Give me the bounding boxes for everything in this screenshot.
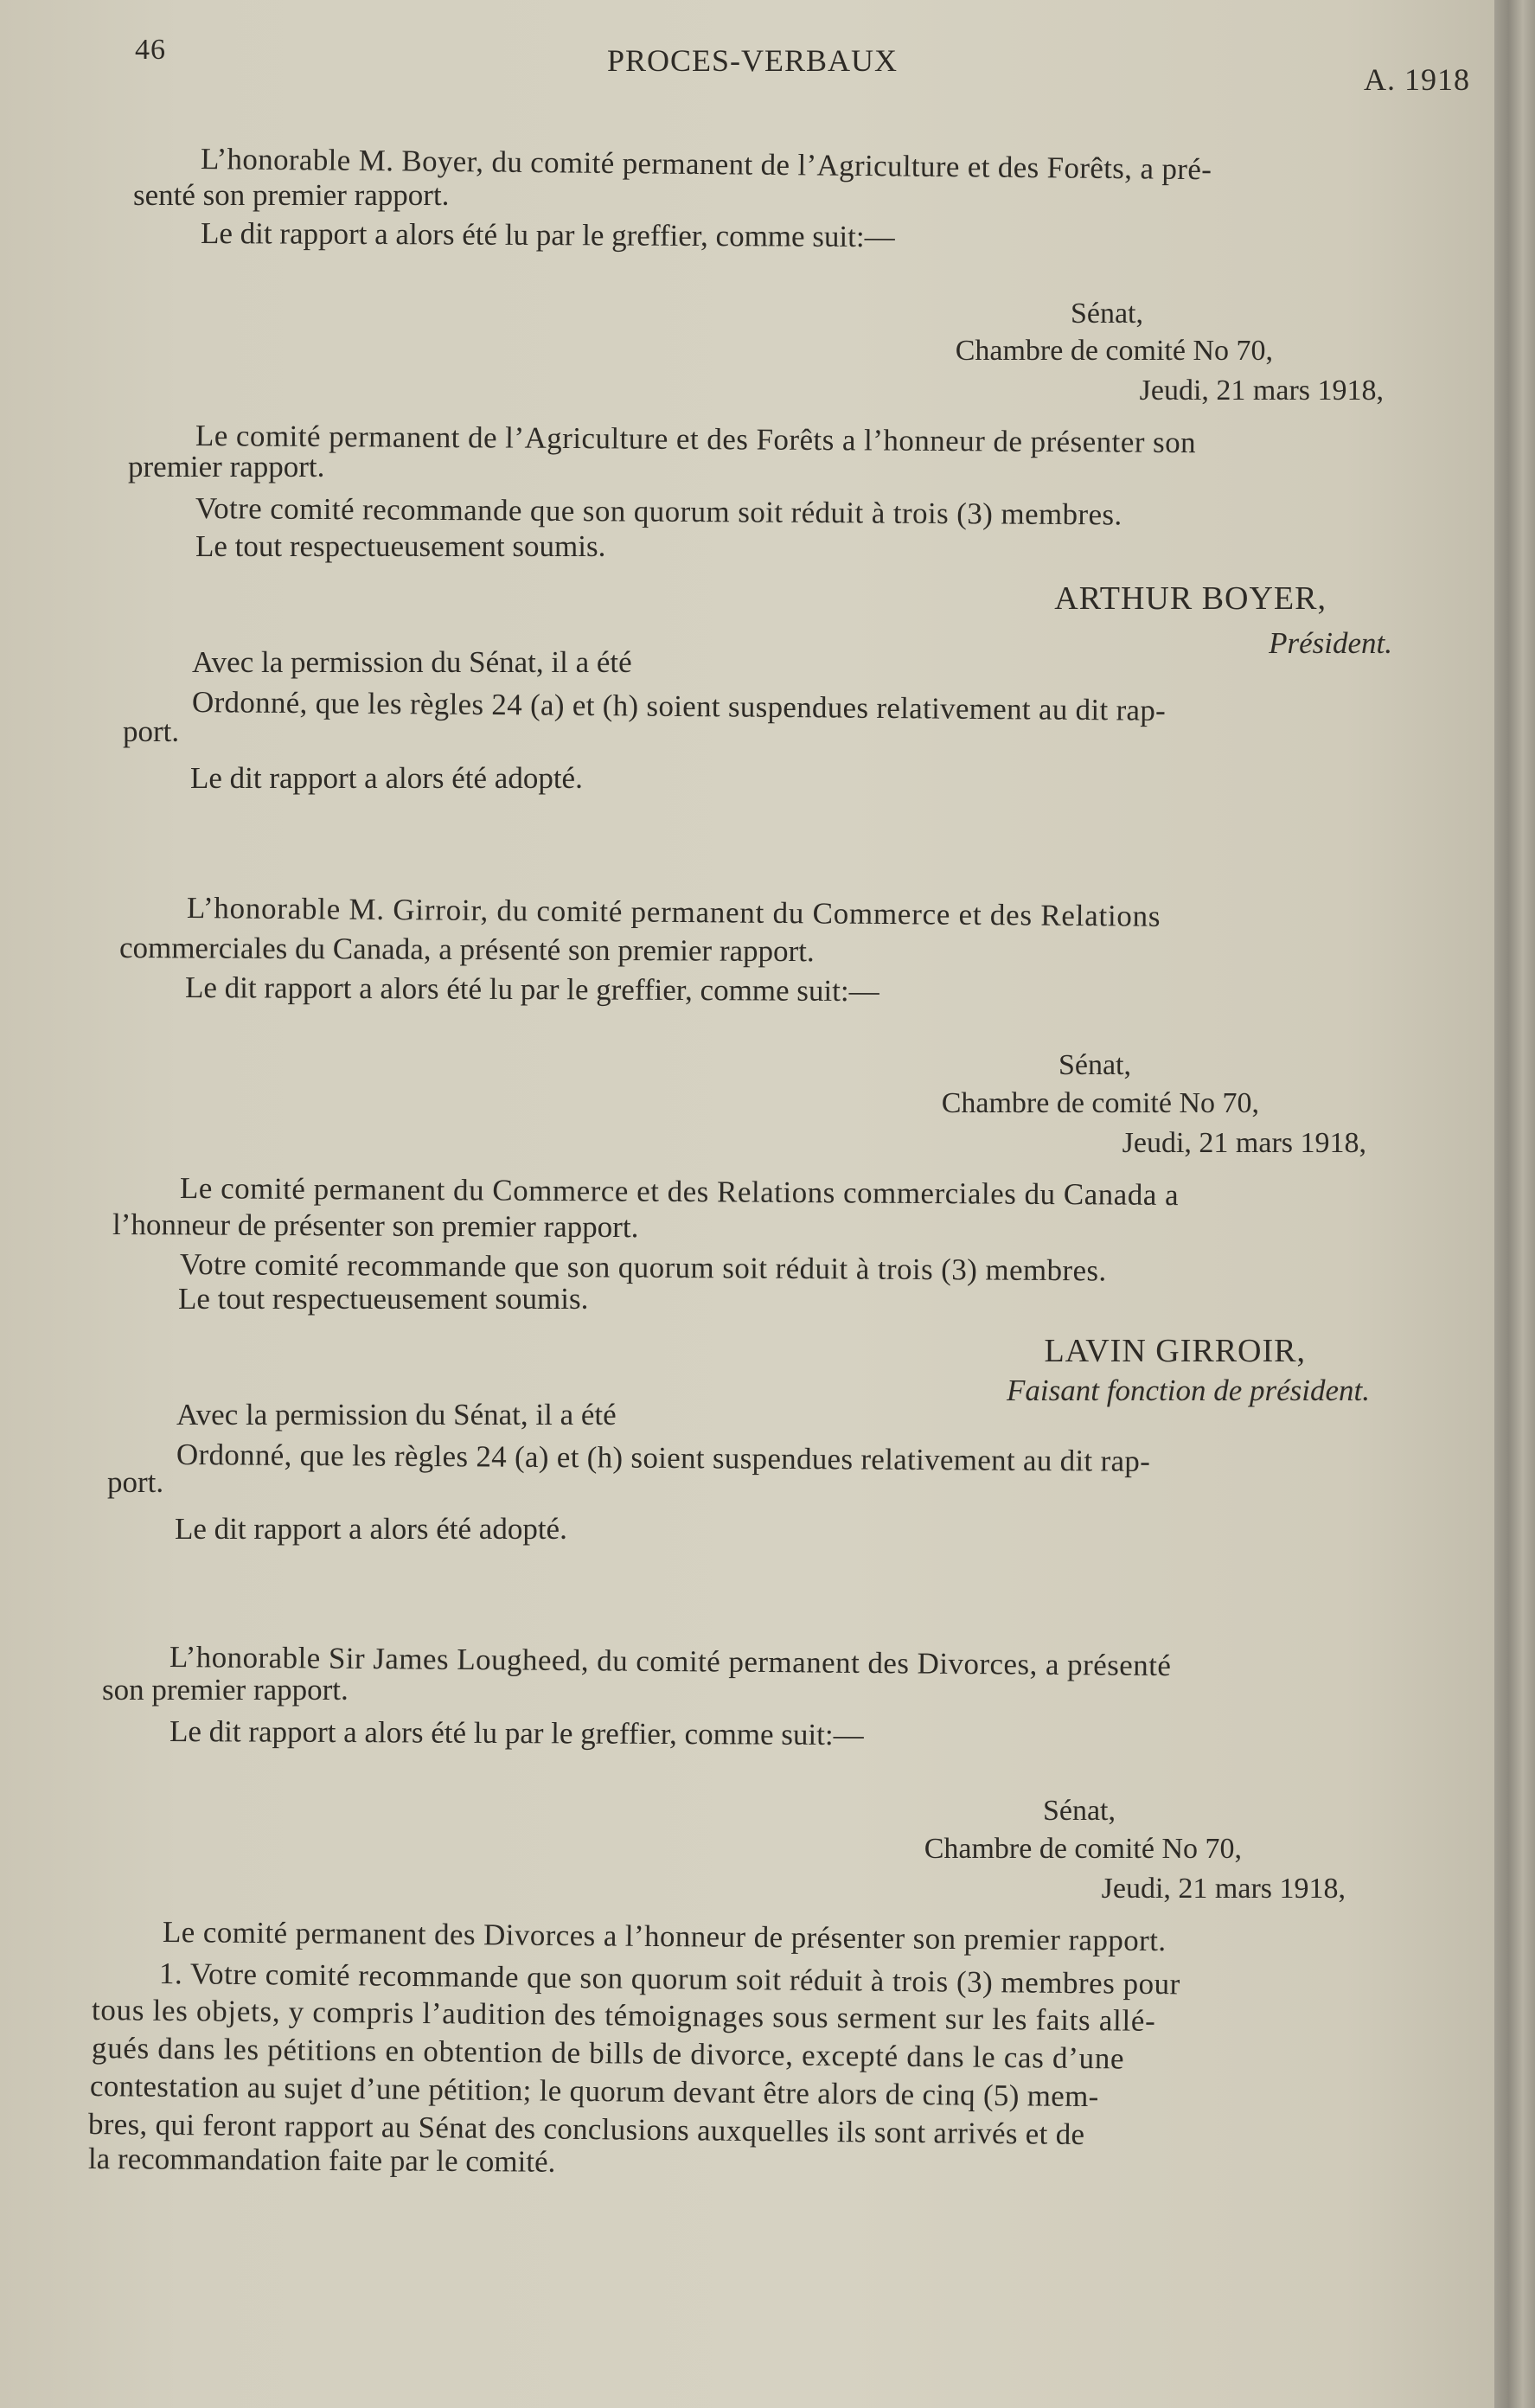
s1-intro-line-2: senté son premier rapport. bbox=[133, 178, 450, 212]
s3-report-line-5: contestation au sujet d’une pétition; le quorum devant être alors de cinq (5) mem- bbox=[89, 2069, 1099, 2114]
s3-report-line-6: bres, qui feront rapport au Sénat des conclusions auxquelles ils sont arrivés et de bbox=[87, 2107, 1085, 2152]
s3-location-room: Chambre de comité No 70, bbox=[924, 1833, 1242, 1865]
s1-report-line-2: premier rapport. bbox=[128, 450, 325, 484]
s2-read-line: Le dit rapport a alors été lu par le greffier, comme suit:— bbox=[184, 970, 879, 1009]
s1-report-line-3: Votre comité recommande que son quorum soit réduit à trois (3) membres. bbox=[195, 491, 1122, 532]
s2-report-line-3: Votre comité recommande que son quorum soit réduit à trois (3) membres. bbox=[179, 1247, 1107, 1288]
s3-report-line-3: tous les objets, y compris l’audition des témoignages sous serment sur les faits allé- bbox=[91, 1993, 1156, 2038]
s3-report-line-2: 1. Votre comité recommande que son quorum soit réduit à trois (3) membres pour bbox=[158, 1956, 1180, 2001]
s3-location-date: Jeudi, 21 mars 1918, bbox=[1101, 1873, 1346, 1905]
s1-location-room: Chambre de comité No 70, bbox=[955, 335, 1273, 367]
session-year: A. 1918 bbox=[1364, 62, 1470, 97]
s2-location-date: Jeudi, 21 mars 1918, bbox=[1122, 1127, 1366, 1159]
s2-signatory-title: Faisant fonction de président. bbox=[1007, 1374, 1370, 1407]
s2-location-room: Chambre de comité No 70, bbox=[941, 1087, 1259, 1119]
s2-adopted: Le dit rapport a alors été adopté. bbox=[175, 1512, 567, 1546]
s1-report-line-4: Le tout respectueusement soumis. bbox=[195, 529, 606, 563]
s2-signatory: LAVIN GIRROIR, bbox=[1044, 1333, 1306, 1369]
s2-intro-line-2: commerciales du Canada, a présenté son premier rapport. bbox=[118, 931, 815, 969]
page-binding-edge bbox=[1494, 0, 1535, 2408]
s2-ordered-line-1: Ordonné, que les règles 24 (a) et (h) soient suspendues relativement au dit rap- bbox=[176, 1438, 1151, 1478]
s1-ordered-line-2: port. bbox=[123, 714, 180, 748]
s1-permission: Avec la permission du Sénat, il a été bbox=[192, 645, 632, 679]
s1-signatory-title: Président. bbox=[1269, 626, 1392, 660]
s1-adopted: Le dit rapport a alors été adopté. bbox=[190, 761, 583, 795]
s2-location-senate: Sénat, bbox=[1058, 1049, 1131, 1081]
s1-location-date: Jeudi, 21 mars 1918, bbox=[1139, 375, 1384, 407]
s2-report-line-2: l’honneur de présenter son premier rapport. bbox=[112, 1207, 639, 1245]
s1-read-line: Le dit rapport a alors été lu par le greffier, comme suit:— bbox=[200, 216, 895, 254]
s1-signatory: ARTHUR BOYER, bbox=[1054, 580, 1327, 617]
s3-location-senate: Sénat, bbox=[1042, 1795, 1116, 1827]
running-title: PROCES-VERBAUX bbox=[606, 43, 899, 78]
s1-intro-line-1: L’honorable M. Boyer, du comité permanent de l’Agriculture et des Forêts, a pré- bbox=[200, 142, 1212, 187]
s3-report-line-1: Le comité permanent des Divorces a l’honneur de présenter son premier rapport. bbox=[162, 1915, 1167, 1958]
s3-report-line-7: la recommandation faite par le comité. bbox=[87, 2142, 556, 2179]
s3-report-line-4: gués dans les pétitions en obtention de bills de divorce, excepté dans le cas d’une bbox=[91, 2031, 1125, 2076]
s3-intro-line-2: son premier rapport. bbox=[102, 1673, 349, 1707]
s1-location-senate: Sénat, bbox=[1070, 298, 1143, 330]
page-number: 46 bbox=[135, 34, 166, 66]
s3-read-line: Le dit rapport a alors été lu par le greffier, comme suit:— bbox=[169, 1714, 864, 1752]
s2-intro-line-1: L’honorable M. Girroir, du comité permanent du Commerce et des Relations bbox=[186, 891, 1161, 933]
s2-ordered-line-2: port. bbox=[107, 1465, 164, 1499]
s2-permission: Avec la permission du Sénat, il a été bbox=[176, 1398, 617, 1431]
s2-report-line-4: Le tout respectueusement soumis. bbox=[178, 1282, 589, 1316]
s2-report-line-1: Le comité permanent du Commerce et des Relations commerciales du Canada a bbox=[179, 1171, 1180, 1213]
s3-intro-line-1: L’honorable Sir James Lougheed, du comité permanent des Divorces, a présenté bbox=[169, 1640, 1172, 1683]
s1-report-line-1: Le comité permanent de l’Agriculture et des Forêts a l’honneur de présenter son bbox=[195, 419, 1197, 460]
s1-ordered-line-1: Ordonné, que les règles 24 (a) et (h) soient suspendues relativement au dit rap- bbox=[191, 685, 1167, 727]
